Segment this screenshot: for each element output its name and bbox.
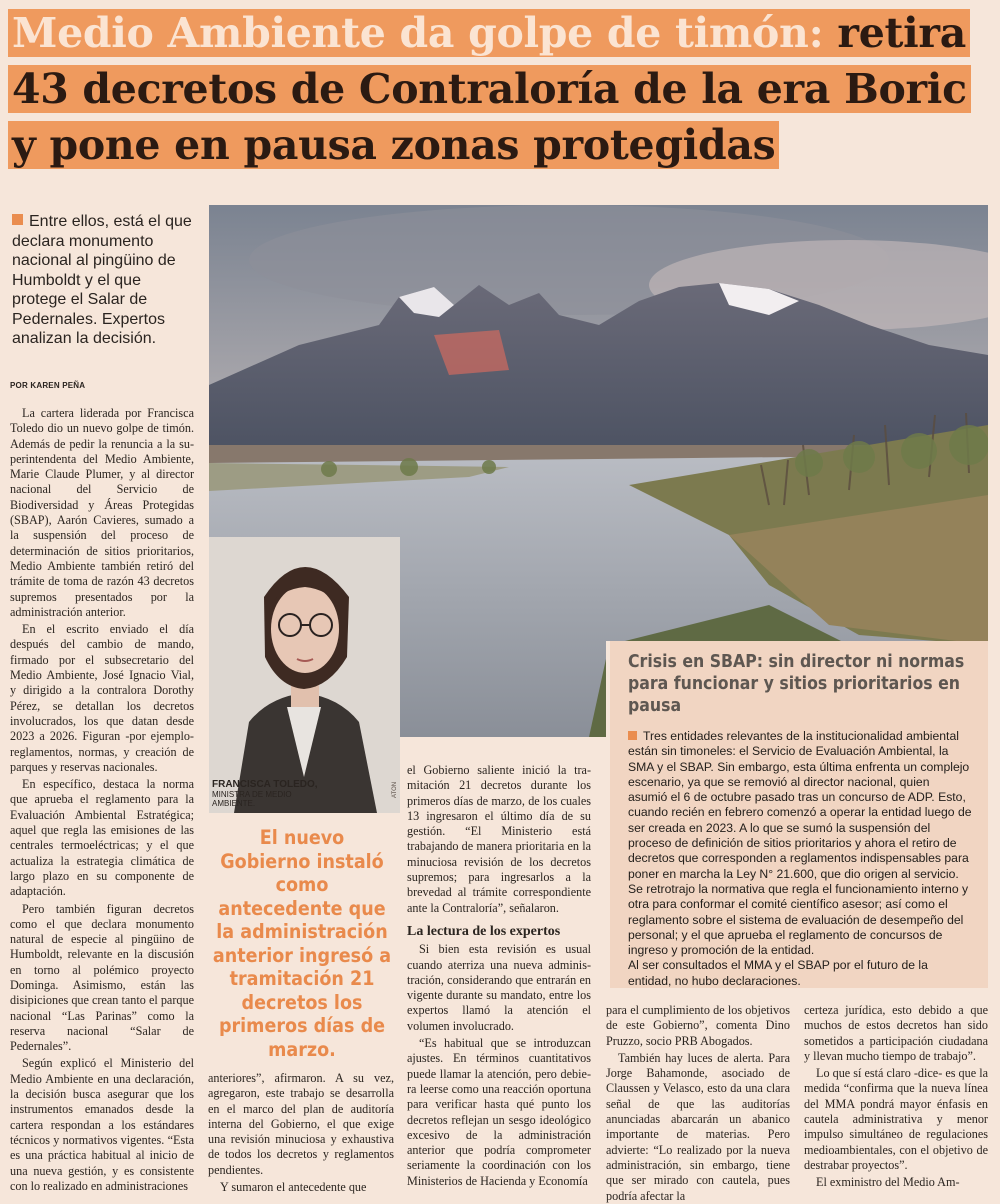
paragraph: La cartera liderada por Francisca Toledo dio un nuevo golpe de timón. Además de pedir la renuncia a la superintendenta del Medio Ambiente, Marie Claude Plumer, y al director nacional del Servicio de Biodiversidad y Áreas Protegidas (SBAP), Aarón Cavieres, sumado a la suspensión del proceso de determinación de sitios prioritarios, Medio Ambiente también retiró del trámite de toma de razón 43 decretos supremos presentados por la administración anterior. xyxy=(10,406,194,619)
article-deck xyxy=(12,212,196,349)
pullquote: El nuevo Gobierno instaló como antecedente que la administración anterior ingresó a tramitación 21 decretos los primeros días de marzo. xyxy=(212,826,392,1061)
sidebar-box-text: Tres entidades relevantes de la institucionalidad ambiental están sin timoneles: el Servicio de Evaluación Ambiental, la SMA y el SBAP. Sin embargo, esta última enfrenta un complejo escenario, ya que se removió al director nacional, quien asumió el 6 de octubre pasado tras un concurso de ADP. Esto, cuando recién en febrero comenzó a operar la entidad luego de ser creada en 2023. A lo que se sumó la suspensión del proceso de definición de sitios prioritarios y ahora el retiro de decretos que corresponden a reglamentos indispensables para poner en marcha la Ley N° 21.600, que dio origen al servicio. Se retrotrajo la normativa que regla el funcionamiento interno y otra para conformar el comité científico asesor; así como el reglamento sobre el sistema de evaluación de desempeño del personal; y el que aprueba el reglamento de concursos de ingreso y promoción de la entidad. xyxy=(628,729,972,958)
portrait-photo xyxy=(209,537,400,813)
headline-part-light: Medio Ambiente da golpe de timón: xyxy=(12,9,824,57)
headline-line-2: 43 decretos de Contraloría de la era Boric xyxy=(8,65,971,113)
article-column-4 xyxy=(606,1003,790,1204)
byline: POR KAREN PEÑA xyxy=(10,381,86,390)
paragraph: anteriores”, afirmaron. A su vez, agregaron, este trabajo se desarrolla en el marco del plan de auditoría interna del Gobierno, el que exige una revisión minuciosa y exhaustiva de todos los decretos y reglamentos pendientes. xyxy=(208,1071,394,1177)
paragraph: También hay luces de alerta. Para Jorge Bahamonde, asociado de Claussen y Velasco, esto da una clara señal de que las auditorías anunciadas abarcarán un abanico importante de materias. Pero advierte: “Lo realizado por la nueva administración, sin embargo, tiene que ser mirado con cautela, pues podría afectar la xyxy=(606,1050,790,1203)
paragraph: Pero también figuran decretos como el que declara monumento natural de especie al pingüino de Humboldt, relevante en la discusión en torno al polémico proyecto Dominga. Asimismo, están las disipiciones que crean tanto el parque nacional “Las Parinas” como la reserva nacional “Salar de Pedernales”. xyxy=(10,901,194,1054)
headline-line-3: y pone en pausa zonas protegidas xyxy=(8,121,779,169)
article-column-5 xyxy=(804,1003,988,1193)
square-bullet-icon xyxy=(628,731,637,740)
paragraph: El exministro del Medio Am- xyxy=(816,1175,960,1190)
sidebar-box-closing: Al ser consultados el MMA y el SBAP por el futuro de la entidad, no hubo declaraciones. xyxy=(628,958,928,988)
article-column-2 xyxy=(208,1071,394,1197)
sidebar-box-title: Crisis en SBAP: sin director ni normas para funcionar y sitios prioritarios en pausa xyxy=(628,652,965,716)
article-column-1 xyxy=(10,406,194,1196)
paragraph: Si bien esta revisión es usual cuando aterriza una nueva administración, considerando que entrarán en vigente durante su mandato, entre los expertos llamó la atención el volumen involucrado. xyxy=(407,942,591,1033)
photo-credit: ATON xyxy=(392,781,398,798)
headline-part-dark: retira xyxy=(837,9,966,57)
paragraph: Según explicó el Ministerio del Medio Ambiente en una declaración, la decisión busca asegurar que los instrumentos emanados desde la cartera respondan a los estándares técnicos y normativos vigentes. “Esta es una práctica habitual al inicio de una nueva gestión, y es consistente con lo realizado en administraciones xyxy=(10,1056,194,1193)
paragraph: certeza jurídica, esto debido a que muchos de estos decretos han sido sometidos a participación ciudadana y llevan mucho tiempo de trabajo”. xyxy=(804,1003,988,1063)
square-bullet-icon xyxy=(12,214,23,225)
paragraph: En el escrito enviado el día después del cambio de mando, firmado por el subsecretario del Medio Ambiente, José Ignacio Vial, y dirigido a la contralora Dorothy Pérez, se detallan los decretos involucrados, los que datan desde 2023 a 2026. Figuran -por ejemplo- reglamentos, normas, y creación de parques y reservas nacionales. xyxy=(10,622,194,774)
article-column-3 xyxy=(407,763,591,1191)
paragraph: el Gobierno saliente inició la tramitación 21 decretos durante los primeros días de marzo, de los cuales 13 ingresaron el último día de su gestión. “El Ministerio está trabajando de manera prioritaria en la minuciosa revisión de los decretos supremos; para ingresarlos a la brevedad al trámite correspondiente ante la Contraloría”, señalaron. xyxy=(407,763,591,915)
sidebar-box-sbap xyxy=(606,641,988,988)
portrait-role: MINISTRA DE MEDIO AMBIENTE. xyxy=(212,790,292,808)
portrait-name: FRANCISCA TOLEDO, xyxy=(212,779,318,790)
paragraph: “Es habitual que se introduzcan ajustes. En términos cuantitativos puede llamar la atención, pero debiera leerse como una reacción oportuna para verificar hasta qué punto los decretos reflejan un sesgo ideológico excesivo de la administración anterior que podría comprometer seriamente la coordinación con los Ministerios de Hacienda y Economía xyxy=(407,1036,591,1188)
portrait-caption xyxy=(212,779,332,808)
sidebar-box-body xyxy=(628,729,972,989)
paragraph: para el cumplimiento de los objetivos de este Gobierno”, comenta Dino Pruzzo, socio PRB Abogados. xyxy=(606,1003,790,1048)
paragraph: En específico, destaca la norma que aprueba el reglamento para la Evaluación Ambiental Estratégica; aquel que regla las emisiones de las centrales termoeléctricas; y el que actualiza la estrategia climática de largo plazo en su componente de adaptación. xyxy=(10,777,194,899)
subheading: La lectura de los expertos xyxy=(407,923,561,939)
deck-text: Entre ellos, está el que declara monumento nacional al pingüino de Humboldt y el que protege el Salar de Pedernales. Expertos analizan la decisión. xyxy=(12,213,192,347)
paragraph: Y sumaron el antecedente que xyxy=(220,1180,367,1195)
paragraph: Lo que sí está claro -dice- es que la medida “confirma que la nueva línea del MMA pondrá mayor énfasis en cautela administrativa y menor impulso simultáneo de regulaciones medioambientales, con el objetivo de destrabar proyectos”. xyxy=(804,1066,988,1172)
headline xyxy=(8,6,992,174)
